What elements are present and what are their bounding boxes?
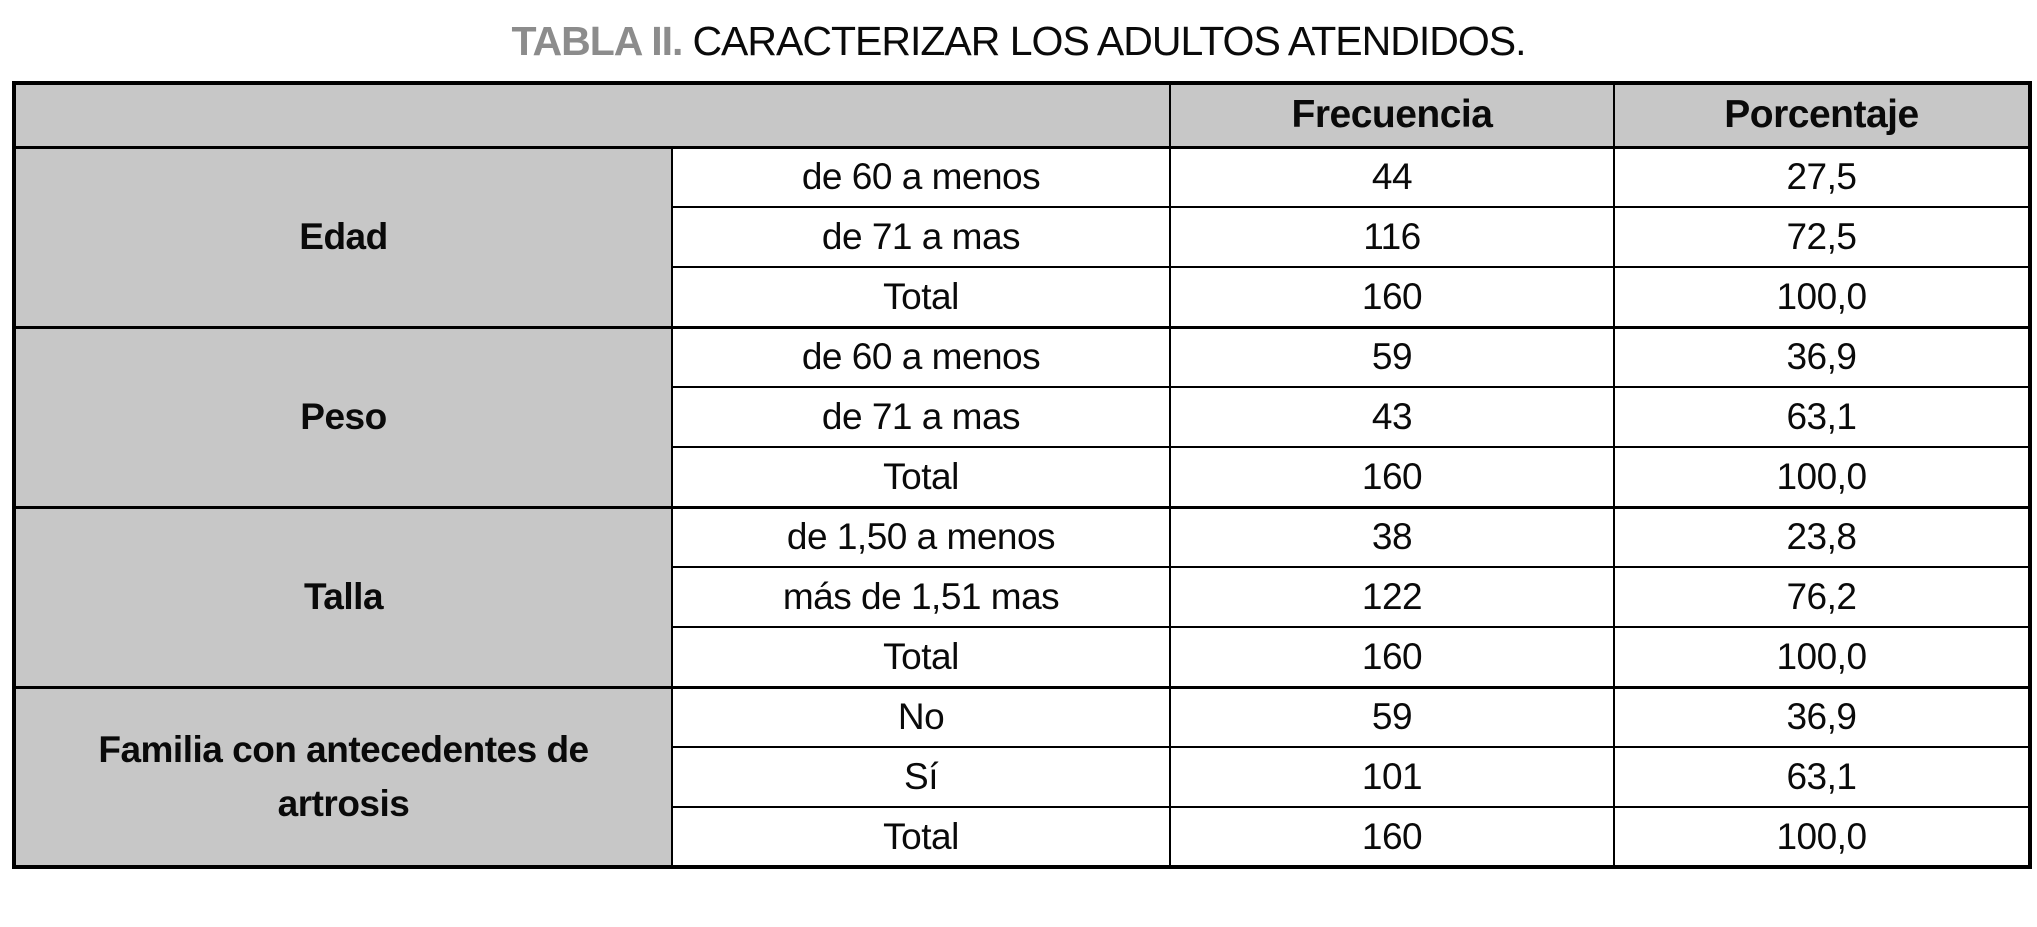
- percentage-cell: 76,2: [1614, 567, 2030, 627]
- row-label-cell: de 60 a menos: [672, 327, 1170, 387]
- table-row: [14, 687, 2030, 747]
- frequency-cell: 160: [1170, 627, 1614, 687]
- category-cell-talla: Talla: [14, 507, 672, 687]
- row-label-cell: No: [672, 687, 1170, 747]
- row-label-cell: Sí: [672, 747, 1170, 807]
- frequency-cell: 44: [1170, 147, 1614, 207]
- frequency-cell: 38: [1170, 507, 1614, 567]
- header-porcentaje: Porcentaje: [1614, 83, 2030, 147]
- row-label-cell: de 71 a mas: [672, 387, 1170, 447]
- table-row: [14, 327, 2030, 387]
- percentage-cell: 23,8: [1614, 507, 2030, 567]
- row-label-cell: de 71 a mas: [672, 207, 1170, 267]
- header-empty-cell: [14, 83, 1170, 147]
- row-label-cell: Total: [672, 807, 1170, 867]
- table-title: [0, 18, 2037, 65]
- row-label-cell: de 1,50 a menos: [672, 507, 1170, 567]
- frequency-cell: 59: [1170, 687, 1614, 747]
- percentage-cell: 100,0: [1614, 627, 2030, 687]
- category-cell-peso: Peso: [14, 327, 672, 507]
- row-label-cell: de 60 a menos: [672, 147, 1170, 207]
- table-row: [14, 507, 2030, 567]
- percentage-cell: 63,1: [1614, 387, 2030, 447]
- percentage-cell: 100,0: [1614, 267, 2030, 327]
- percentage-cell: 36,9: [1614, 327, 2030, 387]
- percentage-cell: 36,9: [1614, 687, 2030, 747]
- frequency-cell: 59: [1170, 327, 1614, 387]
- header-frecuencia: Frecuencia: [1170, 83, 1614, 147]
- table-title-prefix: TABLA II.: [511, 18, 683, 64]
- row-label-cell: Total: [672, 447, 1170, 507]
- percentage-cell: 100,0: [1614, 807, 2030, 867]
- table-row: [14, 147, 2030, 207]
- frequency-cell: 116: [1170, 207, 1614, 267]
- percentage-cell: 63,1: [1614, 747, 2030, 807]
- percentage-cell: 72,5: [1614, 207, 2030, 267]
- table-header-row: [14, 83, 2030, 147]
- category-cell-edad: Edad: [14, 147, 672, 327]
- frequency-cell: 160: [1170, 807, 1614, 867]
- percentage-cell: 27,5: [1614, 147, 2030, 207]
- percentage-cell: 100,0: [1614, 447, 2030, 507]
- table-title-text: CARACTERIZAR LOS ADULTOS ATENDIDOS.: [692, 18, 1526, 64]
- frequency-cell: 122: [1170, 567, 1614, 627]
- row-label-cell: Total: [672, 267, 1170, 327]
- frequency-cell: 160: [1170, 267, 1614, 327]
- frequency-cell: 160: [1170, 447, 1614, 507]
- frequency-cell: 101: [1170, 747, 1614, 807]
- frequency-cell: 43: [1170, 387, 1614, 447]
- row-label-cell: más de 1,51 mas: [672, 567, 1170, 627]
- category-cell-familia-antecedentes: Familia con antecedentes de artrosis: [14, 687, 672, 867]
- adults-characterization-table: [12, 81, 2032, 869]
- row-label-cell: Total: [672, 627, 1170, 687]
